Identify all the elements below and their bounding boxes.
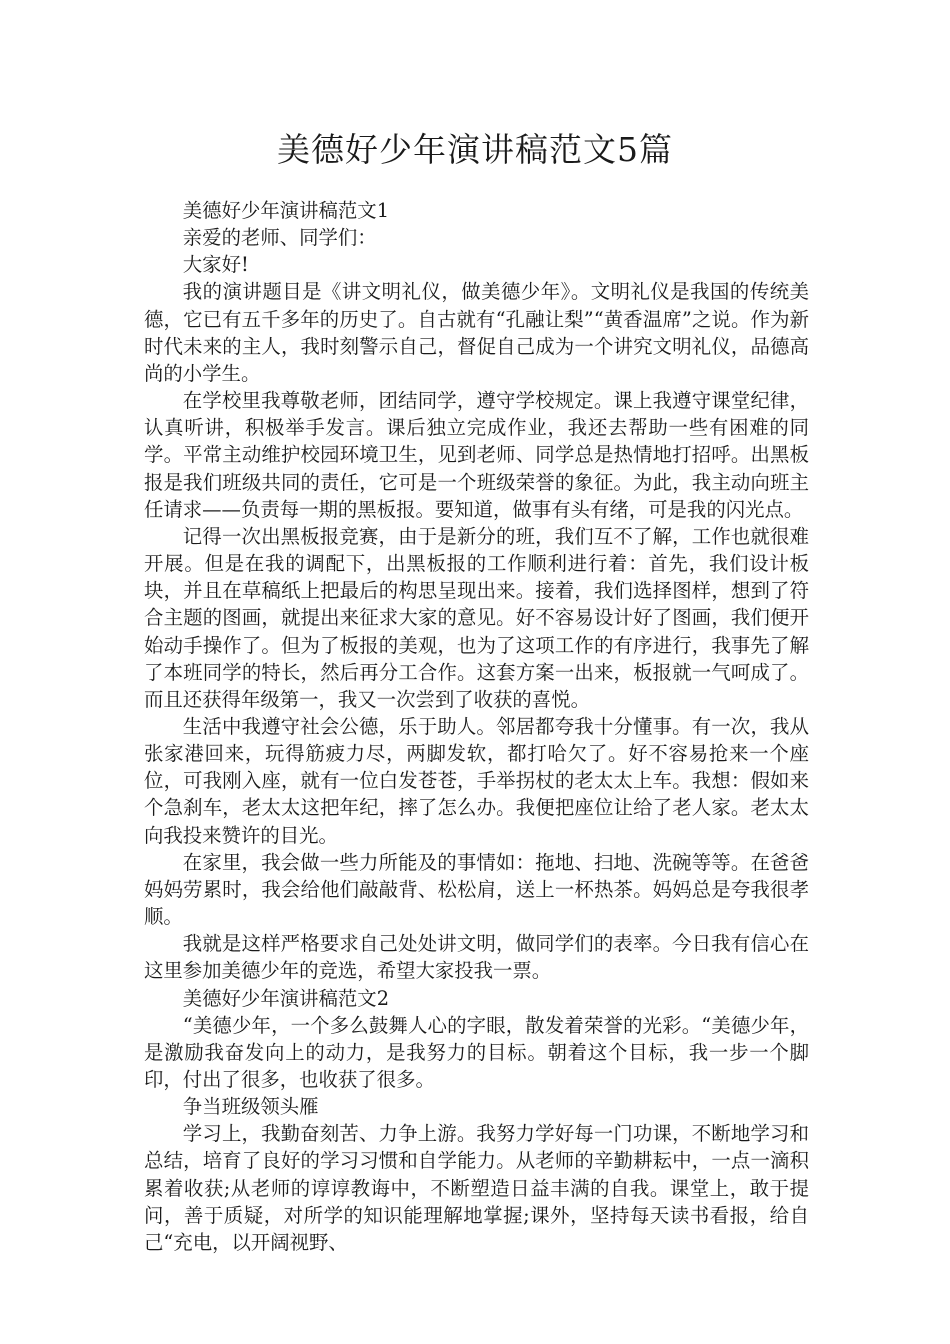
paragraph: 在学校里我尊敬老师，团结同学，遵守学校规定。课上我遵守课堂纪律，认真听讲，积极举手发言。课后独立完成作业，我还去帮助一些有困难的同学。平常主动维护校园环境卫生，见到老师、同学总是热情地打招呼。出黑板报是我们班级共同的责任，它可是一个班级荣誉的象征。为此，我主动向班主任请求——负责每一期的黑板报。要知道，做事有头有绪，可是我的闪光点。 xyxy=(144,389,809,521)
paragraph: 我的演讲题目是《讲文明礼仪，做美德少年》。文明礼仪是我国的传统美德，它已有五千多年的历史了。自古就有“孔融让梨”“黄香温席”之说。作为新时代未来的主人，我时刻警示自己，督促自己成为一个讲究文明礼仪，品德高尚的小学生。 xyxy=(144,280,809,385)
document-body xyxy=(144,197,809,1256)
paragraph: 记得一次出黑板报竞赛，由于是新分的班，我们互不了解，工作也就很难开展。但是在我的调配下，出黑板报的工作顺利进行着：首先，我们设计板块，并且在草稿纸上把最后的构思呈现出来。接着，我们选择图样，想到了符合主题的图画，就提出来征求大家的意见。好不容易设计好了图画，我们便开始动手操作了。但为了板报的美观，也为了这项工作的有序进行，我事先了解了本班同学的特长，然后再分工合作。这套方案一出来，板报就一气呵成了。而且还获得年级第一，我又一次尝到了收获的喜悦。 xyxy=(144,524,809,711)
greeting: 大家好! xyxy=(182,253,249,277)
paragraph: 在家里，我会做一些力所能及的事情如：拖地、扫地、洗碗等等。在爸爸妈妈劳累时，我会给他们敲敲背、松松肩，送上一杯热茶。妈妈总是夸我很孝顺。 xyxy=(144,850,809,929)
paragraph: 生活中我遵守社会公德，乐于助人。邻居都夸我十分懂事。有一次，我从张家港回来，玩得筋疲力尽，两脚发软，都打哈欠了。好不容易抢来一个座位，可我刚入座，就有一位白发苍苍，手举拐杖的老太太上车。我想：假如来个急刹车，老太太这把年纪，摔了怎么办。我便把座位让给了老人家。老太太向我投来赞许的目光。 xyxy=(144,714,809,847)
paragraph: 学习上，我勤奋刻苦、力争上游。我努力学好每一门功课，不断地学习和总结，培育了良好的学习习惯和自学能力。从老师的辛勤耕耘中，一点一滴积累着收获;从老师的谆谆教诲中，不断塑造日益丰满的自我。课堂上，敢于提问，善于质疑，对所学的知识能理解地掌握;课外，坚持每天读书看报，给自己“充电，以开阔视野、 xyxy=(144,1122,809,1254)
paragraph: 我就是这样严格要求自己处处讲文明，做同学们的表率。今日我有信心在这里参加美德少年的竞选，希望大家投我一票。 xyxy=(144,932,809,983)
paragraph: “美德少年，一个多么鼓舞人心的字眼，散发着荣誉的光彩。“美德少年，是激励我奋发向上的动力，是我努力的目标。朝着这个目标，我一步一个脚印，付出了很多，也收获了很多。 xyxy=(144,1013,809,1091)
section-heading-1: 美德好少年演讲稿范文1 xyxy=(182,199,390,222)
section-heading-2: 美德好少年演讲稿范文2 xyxy=(182,986,390,1010)
subheading: 争当班级领头雁 xyxy=(182,1095,319,1119)
salutation: 亲爱的老师、同学们： xyxy=(182,226,377,250)
document-title: 美德好少年演讲稿范文5篇 xyxy=(277,130,673,169)
